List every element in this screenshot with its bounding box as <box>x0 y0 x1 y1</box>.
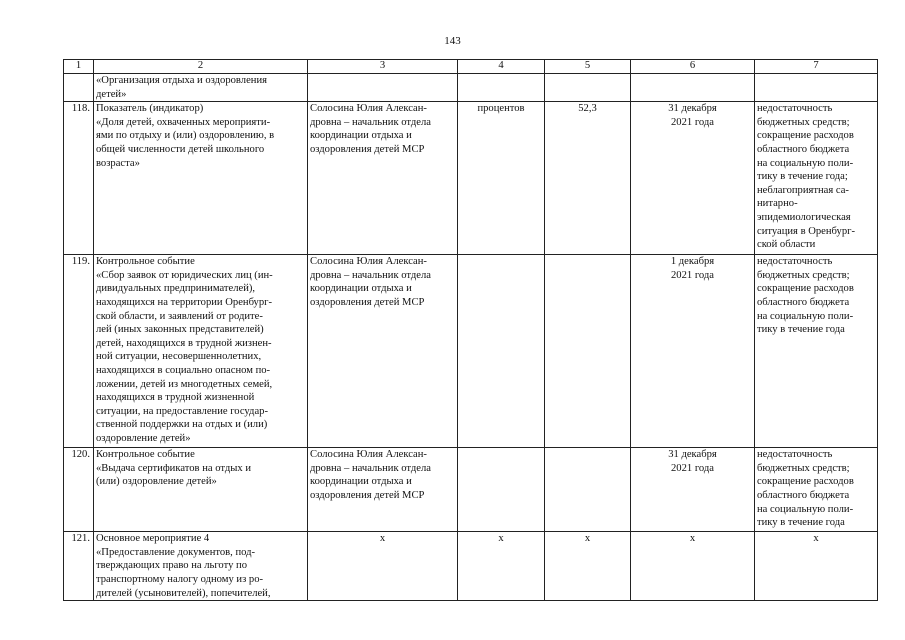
responsible-cell <box>308 255 458 448</box>
table-row <box>64 532 878 601</box>
cell-line: (или) оздоровление детей» <box>96 476 217 488</box>
row-number <box>64 74 94 102</box>
cell-line: ской области <box>757 239 816 251</box>
column-header: 1 <box>64 60 94 74</box>
row-number: 120. <box>64 448 94 532</box>
cell-line: «Сбор заявок от юридических лиц (ин- <box>96 269 273 281</box>
cell-line: координации отдыха и <box>310 130 412 142</box>
responsible-cell <box>308 448 458 532</box>
cell-line: детей» <box>96 88 127 100</box>
cell-line: неблагоприятная са- <box>757 184 849 196</box>
cell-line: эпидемиологическая <box>757 211 851 223</box>
cell-line: находящихся в социально опасном по- <box>96 364 271 376</box>
cell-line: 1 декабря <box>670 256 715 268</box>
cell-line: ложении, детей из многодетных семей, <box>96 378 273 390</box>
cell-line: тику в течение года; <box>757 171 848 183</box>
cell-line: находящихся на территории Оренбург- <box>96 296 273 308</box>
cell-line: дивидуальных предпринимателей), <box>96 283 256 295</box>
event-name-cell <box>94 448 308 532</box>
cell-line: ситуации, на предоставление государ- <box>96 405 268 417</box>
cell-line: Солосина Юлия Алексан- <box>310 449 427 461</box>
cell-line: ской области, и заявлений от родите- <box>96 310 263 322</box>
cell-line: бюджетных средств; <box>757 269 850 281</box>
cell-line: тику в течение года <box>757 324 845 336</box>
cell-line: общей численности детей школьного <box>96 143 265 155</box>
column-header: 7 <box>755 60 878 74</box>
unit-cell <box>458 74 545 102</box>
table-row <box>64 74 878 102</box>
event-name-cell <box>94 102 308 255</box>
unit-cell <box>458 255 545 448</box>
cell-line: координации отдыха и <box>310 283 412 295</box>
cell-line: 2021 года <box>670 462 714 474</box>
deadline-cell <box>631 448 755 532</box>
column-header: 6 <box>631 60 755 74</box>
cell-line: областного бюджета <box>757 489 850 501</box>
deadline-cell <box>631 102 755 255</box>
value-cell <box>545 74 631 102</box>
cell-line: транспортному налогу одному из ро- <box>96 573 264 585</box>
row-number: 121. <box>64 532 94 601</box>
cell-line: на социальную поли- <box>757 157 854 169</box>
cell-line: недостаточность <box>757 103 833 115</box>
cell-line: ситуация в Оренбург- <box>757 225 856 237</box>
cell-line: «Предоставление документов, под- <box>96 546 256 558</box>
cell-line: сокращение расходов <box>757 476 854 488</box>
cell-line: 31 декабря <box>668 103 717 115</box>
cell-line: ями по отдыху и (или) оздоровлению, в <box>96 130 275 142</box>
cell-line: дровна – начальник отдела <box>310 269 432 281</box>
cell-line: «Выдача сертификатов на отдых и <box>96 462 251 474</box>
cell-line: оздоровление детей» <box>96 432 191 444</box>
cell-line: оздоровления детей МСР <box>310 143 425 155</box>
unit-cell <box>458 448 545 532</box>
cell-line: тверждающих право на льготу по <box>96 560 247 572</box>
cell-line: на социальную поли- <box>757 503 854 515</box>
cell-line: дровна – начальник отдела <box>310 462 432 474</box>
unit-cell: процентов <box>458 102 545 255</box>
cell-line: дителей (усыновителей), попечителей, <box>96 587 271 599</box>
column-numbers-row <box>64 60 878 74</box>
cell-line: детей, находящихся в трудной жизнен- <box>96 337 272 349</box>
responsible-cell: x <box>308 532 458 601</box>
cell-line: недостаточность <box>757 449 833 461</box>
cell-line: областного бюджета <box>757 296 850 308</box>
cell-line: сокращение расходов <box>757 130 854 142</box>
cell-line: «Доля детей, охваченных мероприяти- <box>96 116 271 128</box>
cell-line: Солосина Юлия Алексан- <box>310 103 427 115</box>
cell-line: 2021 года <box>670 269 714 281</box>
cell-line: бюджетных средств; <box>757 462 850 474</box>
cell-line: лей (иных законных представителей) <box>96 324 264 336</box>
column-header: 3 <box>308 60 458 74</box>
plan-table <box>63 59 878 601</box>
cell-line: недостаточность <box>757 256 833 268</box>
value-cell: 52,3 <box>545 102 631 255</box>
cell-line: нитарно- <box>757 198 798 210</box>
row-number: 118. <box>64 102 94 255</box>
risks-cell <box>755 448 878 532</box>
column-header: 5 <box>545 60 631 74</box>
risks-cell <box>755 255 878 448</box>
table-row <box>64 255 878 448</box>
cell-line: бюджетных средств; <box>757 116 850 128</box>
event-name-cell <box>94 532 308 601</box>
deadline-cell <box>631 74 755 102</box>
cell-line: оздоровления детей МСР <box>310 296 425 308</box>
column-header: 2 <box>94 60 308 74</box>
cell-line: «Организация отдыха и оздоровления <box>96 75 267 86</box>
cell-line: 31 декабря <box>668 449 717 461</box>
cell-line: на социальную поли- <box>757 310 854 322</box>
page-number: 143 <box>444 35 461 47</box>
value-cell <box>545 448 631 532</box>
cell-line: Основное мероприятие 4 <box>96 533 210 545</box>
cell-line: тику в течение года <box>757 517 845 529</box>
column-header: 4 <box>458 60 545 74</box>
event-name-cell <box>94 74 308 102</box>
cell-line: ной ситуации, несовершеннолетних, <box>96 351 262 363</box>
risks-cell <box>755 74 878 102</box>
cell-line: ственной поддержки на отдых и (или) <box>96 419 268 431</box>
deadline-cell <box>631 255 755 448</box>
cell-line: координации отдыха и <box>310 476 412 488</box>
cell-line: 2021 года <box>670 116 714 128</box>
cell-line: Солосина Юлия Алексан- <box>310 256 427 268</box>
table-row <box>64 102 878 255</box>
cell-line: Показатель (индикатор) <box>96 103 204 115</box>
event-name-cell <box>94 255 308 448</box>
cell-line: областного бюджета <box>757 143 850 155</box>
unit-cell: x <box>458 532 545 601</box>
responsible-cell <box>308 74 458 102</box>
table-row <box>64 448 878 532</box>
deadline-cell: x <box>631 532 755 601</box>
risks-cell <box>755 102 878 255</box>
value-cell: x <box>545 532 631 601</box>
row-number: 119. <box>64 255 94 448</box>
cell-line: находящихся в трудной жизненной <box>96 392 255 404</box>
cell-line: Контрольное событие <box>96 449 195 461</box>
cell-line: оздоровления детей МСР <box>310 489 425 501</box>
cell-line: дровна – начальник отдела <box>310 116 432 128</box>
value-cell <box>545 255 631 448</box>
risks-cell: x <box>755 532 878 601</box>
cell-line: сокращение расходов <box>757 283 854 295</box>
cell-line: возраста» <box>96 157 140 169</box>
cell-line: Контрольное событие <box>96 256 195 268</box>
responsible-cell <box>308 102 458 255</box>
